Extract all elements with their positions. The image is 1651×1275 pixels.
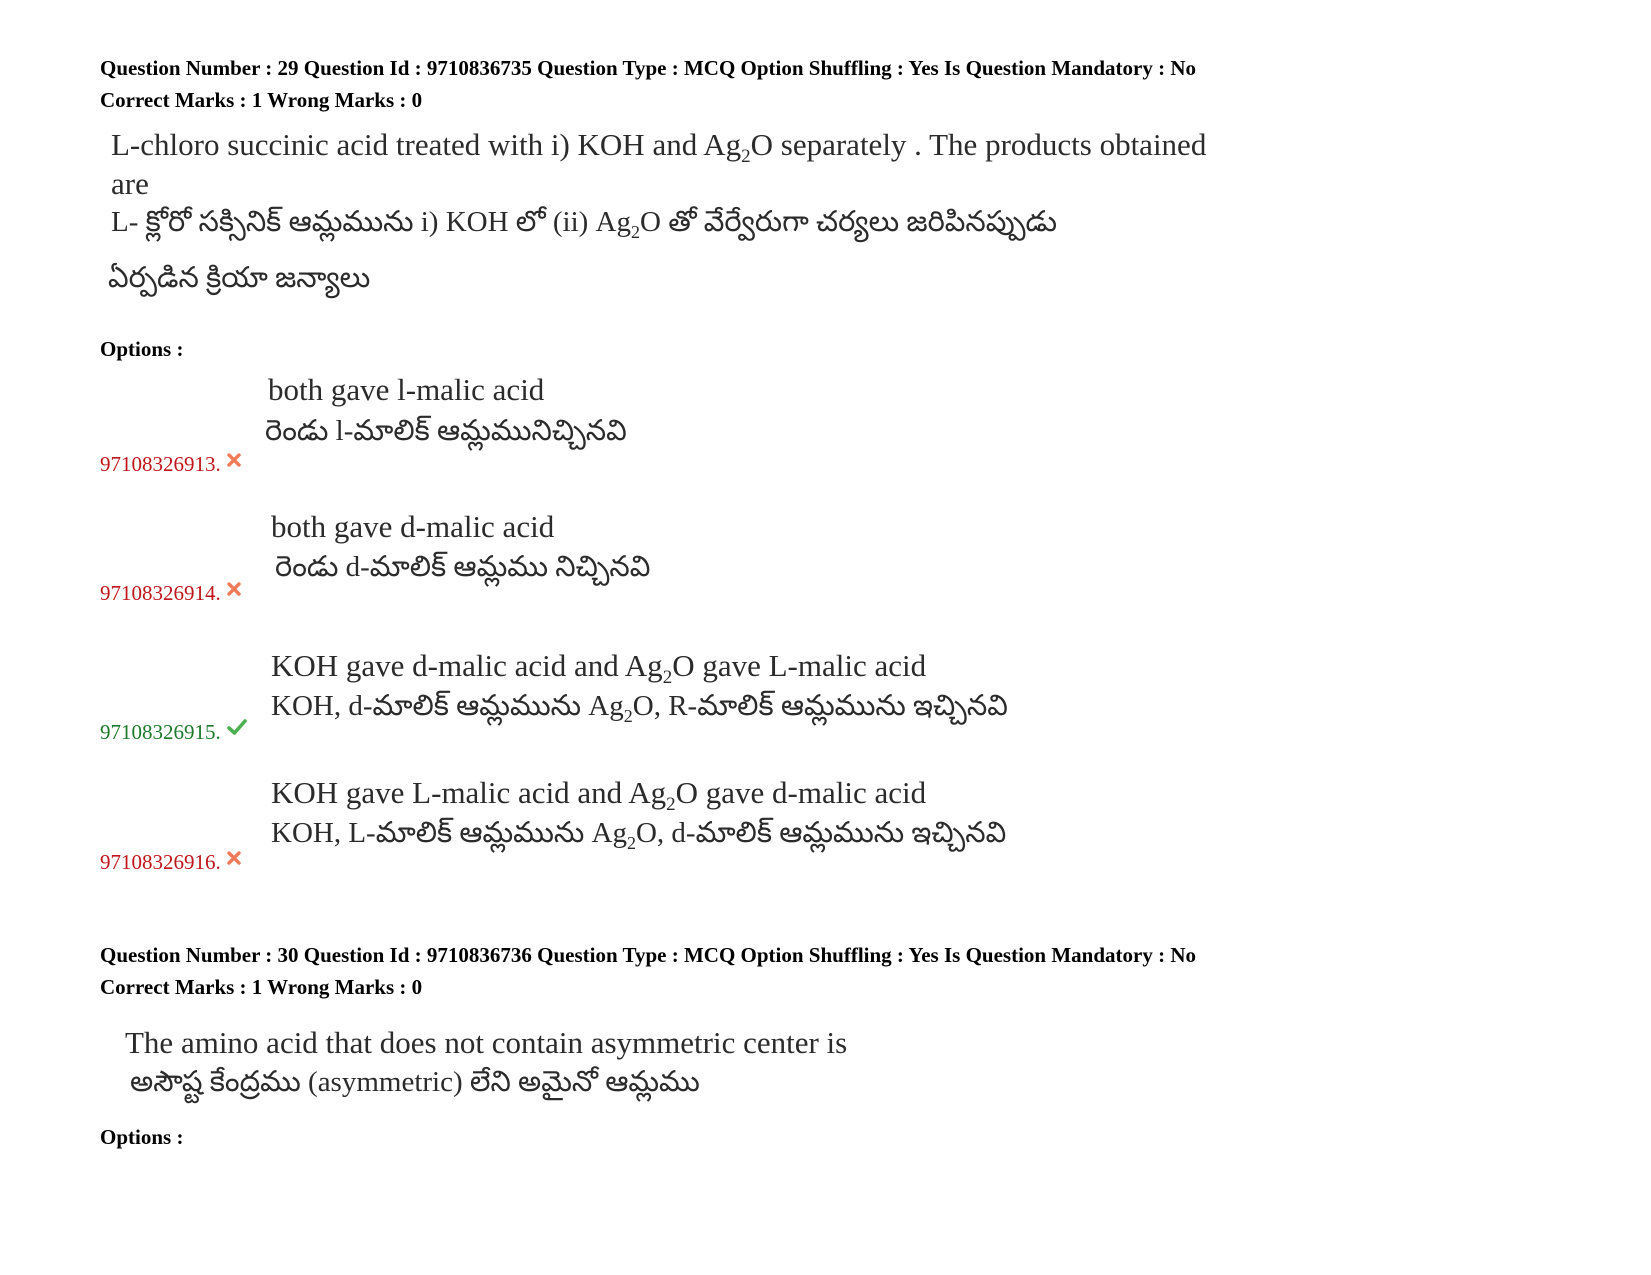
- question-29-text-en-line2: are: [111, 166, 149, 201]
- option-4-text-en: KOH gave L-malic acid and $Ag_2O$ gave d-malic acid: [271, 775, 927, 816]
- check-mark-icon: [227, 716, 247, 741]
- option-2-text-en: both gave d-malic acid: [271, 509, 555, 544]
- option-2-text-te: రెండు d-మాలిక్ ఆమ్లము నిచ్చినవి: [275, 551, 651, 583]
- question-30-options-label: Options :: [100, 1125, 184, 1149]
- question-29-options-label: Options :: [100, 337, 184, 361]
- option-1-text-en: both gave l-malic acid: [268, 372, 545, 407]
- question-30-text-en: The amino acid that does not contain asymmetric center is: [125, 1025, 848, 1060]
- option-1-text-te: రెండు l-మాలిక్ ఆమ్లమునిచ్చినవి: [265, 415, 627, 447]
- question-30-text-te: అసౌష్ట కేంద్రము (asymmetric) లేని అమైనో ఆమ్లము: [130, 1066, 700, 1098]
- cross-mark-icon: [227, 448, 241, 473]
- question-29-text-te-line2: ఏర్పడిన క్రియా జన్యాలు: [108, 262, 371, 294]
- question-30-header: Question Number : 30 Question Id : 9710836736 Question Type : MCQ Option Shuffling : Yes Is Question Mandatory : No: [100, 943, 1196, 967]
- question-29-text-en-line1: L-chloro succinic acid treated with i) KOH and $Ag_2O$ separately . The products obtained: [111, 127, 1207, 168]
- question-29-header: Question Number : 29 Question Id : 9710836735 Question Type : MCQ Option Shuffling : Yes Is Question Mandatory : No: [100, 56, 1196, 80]
- cross-mark-icon: [227, 577, 241, 602]
- option-3-id: 97108326915.: [100, 716, 247, 745]
- cross-mark-icon: [227, 846, 241, 871]
- question-30-marks: Correct Marks : 1 Wrong Marks : 0: [100, 975, 423, 999]
- option-4-text-te: KOH, L-మాలిక్ ఆమ్లమును $Ag_2O$, d-మాలిక్ ఆమ్లమును ఇచ్చినవి: [271, 817, 1007, 853]
- option-4-id: 97108326916.: [100, 846, 241, 875]
- option-3-text-en: KOH gave d-malic acid and $Ag_2O$ gave L-malic acid: [271, 648, 927, 689]
- question-29-text-te-line1: L- క్లోరో సక్సినిక్ ఆమ్లమును i) KOH లో (ii) $Ag_2O$ తో వేర్వేరుగా చర్యలు జరిపినప్పుడు: [111, 206, 1058, 242]
- option-1-id: 97108326913.: [100, 448, 241, 477]
- option-2-id: 97108326914.: [100, 577, 241, 606]
- question-29-marks: Correct Marks : 1 Wrong Marks : 0: [100, 88, 423, 112]
- option-3-text-te: KOH, d-మాలిక్ ఆమ్లమును $Ag_2O$, R-మాలిక్ ఆమ్లమును ఇచ్చినవి: [271, 690, 1008, 726]
